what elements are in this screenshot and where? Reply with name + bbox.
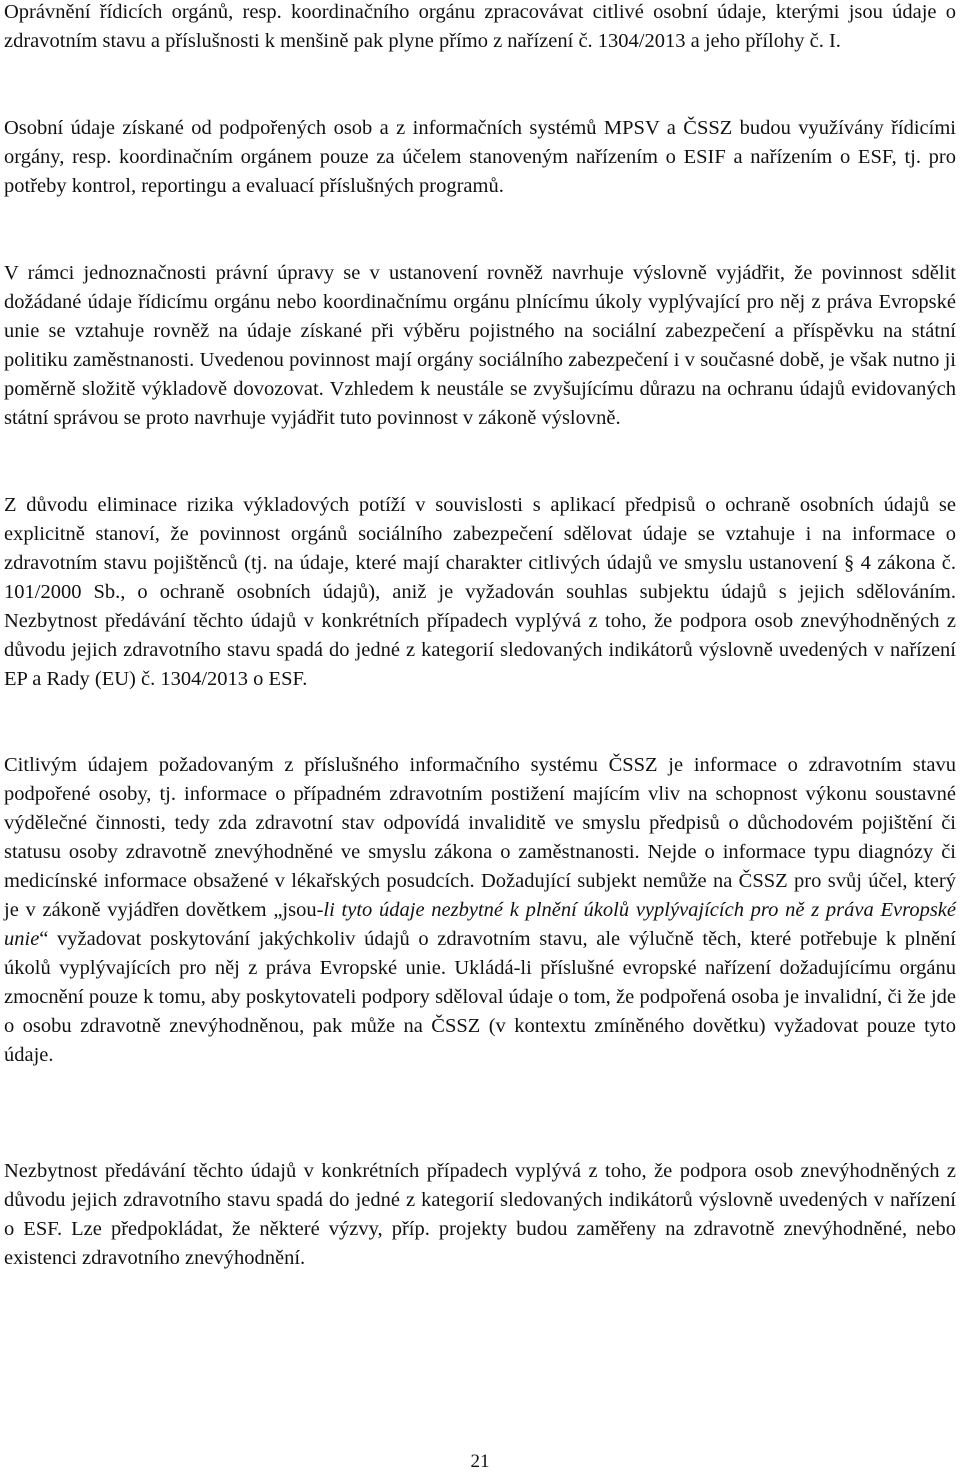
- paragraph-quoted-italic-text: li tyto údaje nezbytné k plnění úkolů vyplývajících pro ně z práva Evropské unie: [4, 899, 957, 950]
- paragraph-text-after-quote: “ vyžadovat poskytování jakýchkoliv údajů o zdravotním stavu, ale výlučně těch, které potřebuje k plnění úkolů vyplývajících pro něj z práva Evropské unie. Ukládá-li příslušné evropské nařízení dožadujícímu orgánu zmocnění pouze k tomu, aby poskytovateli podpory sděloval údaje o tom, že podpořená osoba je invalidní, či že jde o osobu zdravotně znevýhodněnou, pak může na ČSSZ (v kontextu zmíněného dovětku) vyžadovat pouze tyto údaje.: [4, 928, 956, 1066]
- page-number: 21: [470, 1451, 490, 1472]
- paragraph-interpretation-risk: Z důvodu eliminace rizika výkladových potíží v souvislosti s aplikací předpisů o ochraně osobních údajů se explicitně stanoví, že povinnost orgánů sociálního zabezpečení sdělovat údaje se vztahuje i na informace o zdravotním stavu pojištěnců (tj. na údaje, které mají charakter citlivých údajů ve smyslu ustanovení § 4 zákona č. 101/2000 Sb., o ochraně osobních údajů), aniž je vyžadován souhlas subjektu údajů s jejich sdělováním. Nezbytnost předávání těchto údajů v konkrétních případech vyplývá z toho, že podpora osob znevýhodněných z důvodu jejich zdravotního stavu spadá do jedné z kategorií sledovaných indikátorů výslovně uvedených v nařízení EP a Rady (EU) č. 1304/2013 o ESF.: [4, 494, 956, 690]
- paragraph-text-before-quote: Citlivým údajem požadovaným z příslušného informačního systému ČSSZ je informace o zdravotním stavu podpořené osoby, tj. informace o případném zdravotním postižení majícím vliv na schopnost výkonu soustavné výdělečné činnosti, tedy zda zdravotní stav odpovídá invaliditě ve smyslu předpisů o důchodovém pojištění či statusu osoby zdravotně znevýhodněné ve smyslu zákona o zaměstnanosti. Nejde o informace typu diagnózy či medicínské informace obsažené v lékařských posudcích. Dožadující subjekt nemůže na ČSSZ pro svůj účel, který je v zákoně vyjádřen dovětkem „jsou-: [4, 754, 956, 921]
- paragraph-personal-data-usage: Osobní údaje získané od podpořených osob a z informačních systémů MPSV a ČSSZ budou využívány řídicími orgány, resp. koordinačním orgánem pouze za účelem stanoveným nařízením o ESIF a nařízením o ESF, tj. pro potřeby kontrol, reportingu a evaluací příslušných programů.: [4, 117, 956, 197]
- paragraph-sensitive-data-cssz: [4, 751, 956, 1070]
- paragraph-legal-clarity: V rámci jednoznačnosti právní úpravy se v ustanovení rovněž navrhuje výslovně vyjádřit, že povinnost sdělit dožádané údaje řídicímu orgánu nebo koordinačnímu orgánu plnícímu úkoly vyplývající pro něj z práva Evropské unie se vztahuje rovněž na údaje získané při výběru pojistného na sociální zabezpečení a příspěvku na státní politiku zaměstnanosti. Uvedenou povinnost mají orgány sociálního zabezpečení i v současné době, je však nutno ji poměrně složitě výkladově dovozovat. Vzhledem k neustále se zvyšujícímu důrazu na ochranu údajů evidovaných státní správou se proto navrhuje vyjádřit tuto povinnost v zákoně výslovně.: [4, 262, 956, 429]
- paragraph-necessity-of-transfer: Nezbytnost předávání těchto údajů v konkrétních případech vyplývá z toho, že podpora osob znevýhodněných z důvodu jejich zdravotního stavu spadá do jedné z kategorií sledovaných indikátorů výslovně uvedených v nařízení o ESF. Lze předpokládat, že některé výzvy, příp. projekty budou zaměřeny na zdravotně znevýhodněné, nebo existenci zdravotního znevýhodnění.: [4, 1160, 956, 1269]
- paragraph-sensitive-data-authorization: Oprávnění řídicích orgánů, resp. koordinačního orgánu zpracovávat citlivé osobní údaje, kterými jsou údaje o zdravotním stavu a příslušnosti k menšině pak plyne přímo z nařízení č. 1304/2013 a jeho přílohy č. I.: [4, 1, 956, 52]
